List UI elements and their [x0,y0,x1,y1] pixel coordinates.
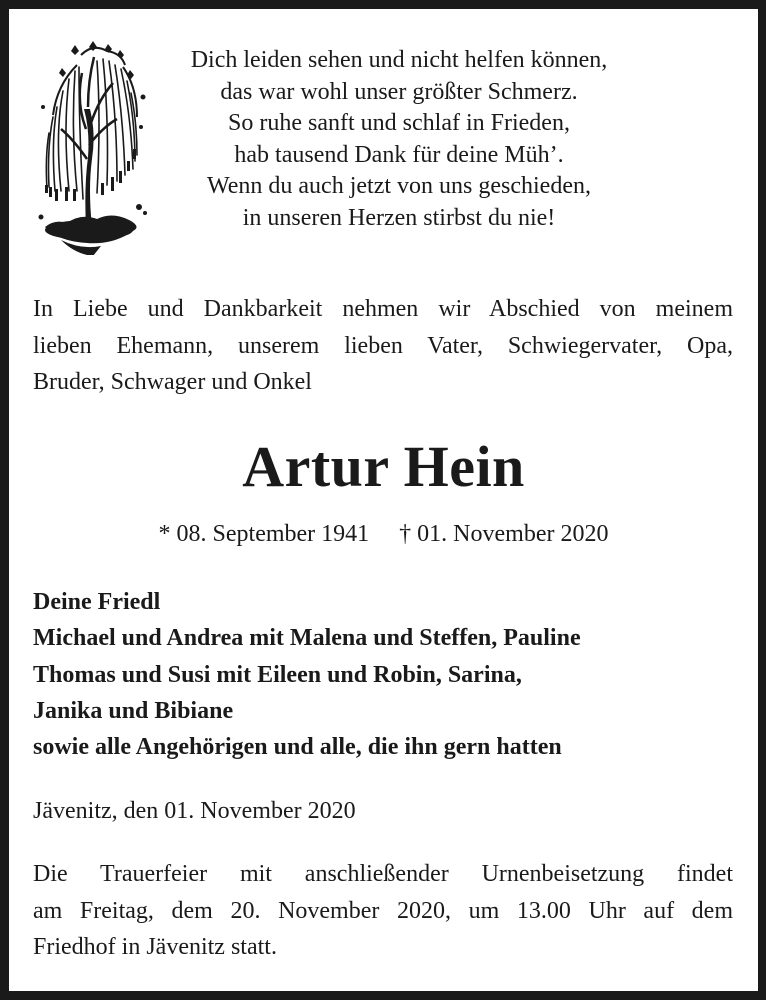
funeral-service-info [33,856,733,966]
mourner-line: sowie alle Angehörigen und alle, die ihn gern hatten [33,734,562,761]
mourner-line: Thomas und Susi mit Eileen und Robin, Sarina, [33,661,522,688]
poem-line: hab tausend Dank für deine Müh’. [234,141,564,168]
poem-line: Wenn du auch jetzt von uns geschieden, [207,173,591,199]
mourner-line: Deine Friedl [33,589,161,615]
service-line: am Freitag, dem 20. November 2020, um 13.00 Uhr auf dem [33,897,733,924]
poem [149,45,649,234]
mourners-list [33,584,733,765]
mourner-line: Michael und Andrea mit Malena und Steffen, Pauline [33,625,581,652]
service-line: Friedhof in Jävenitz statt. [33,934,277,960]
poem-line: das war wohl unser größter Schmerz. [220,78,578,105]
mourner-line: Janika und Bibiane [33,697,234,724]
birth-date: * 08. September 1941 [158,521,370,547]
intro-line: Bruder, Schwager und Onkel [33,369,312,395]
poem-line: So ruhe sanft und schlaf in Frieden, [228,110,570,136]
intro-line: In Liebe und Dankbarkeit nehmen wir Abschied von meinem [33,296,733,322]
poem-line: Dich leiden sehen und nicht helfen können, [190,47,608,73]
intro-text [33,291,733,401]
deceased-name: Artur Hein [242,434,525,499]
place-and-date: Jävenitz, den 01. November 2020 [33,798,356,824]
poem-line: in unseren Herzen stirbst du nie! [242,204,556,231]
obituary-notice [9,9,758,991]
life-dates [9,519,758,549]
intro-line: lieben Ehemann, unserem lieben Vater, Schwiegervater, Opa, [33,332,733,359]
death-date: † 01. November 2020 [399,521,609,547]
service-line: Die Trauerfeier mit anschließender Urnenbeisetzung findet [33,861,733,887]
weeping-willow-icon [31,37,149,255]
